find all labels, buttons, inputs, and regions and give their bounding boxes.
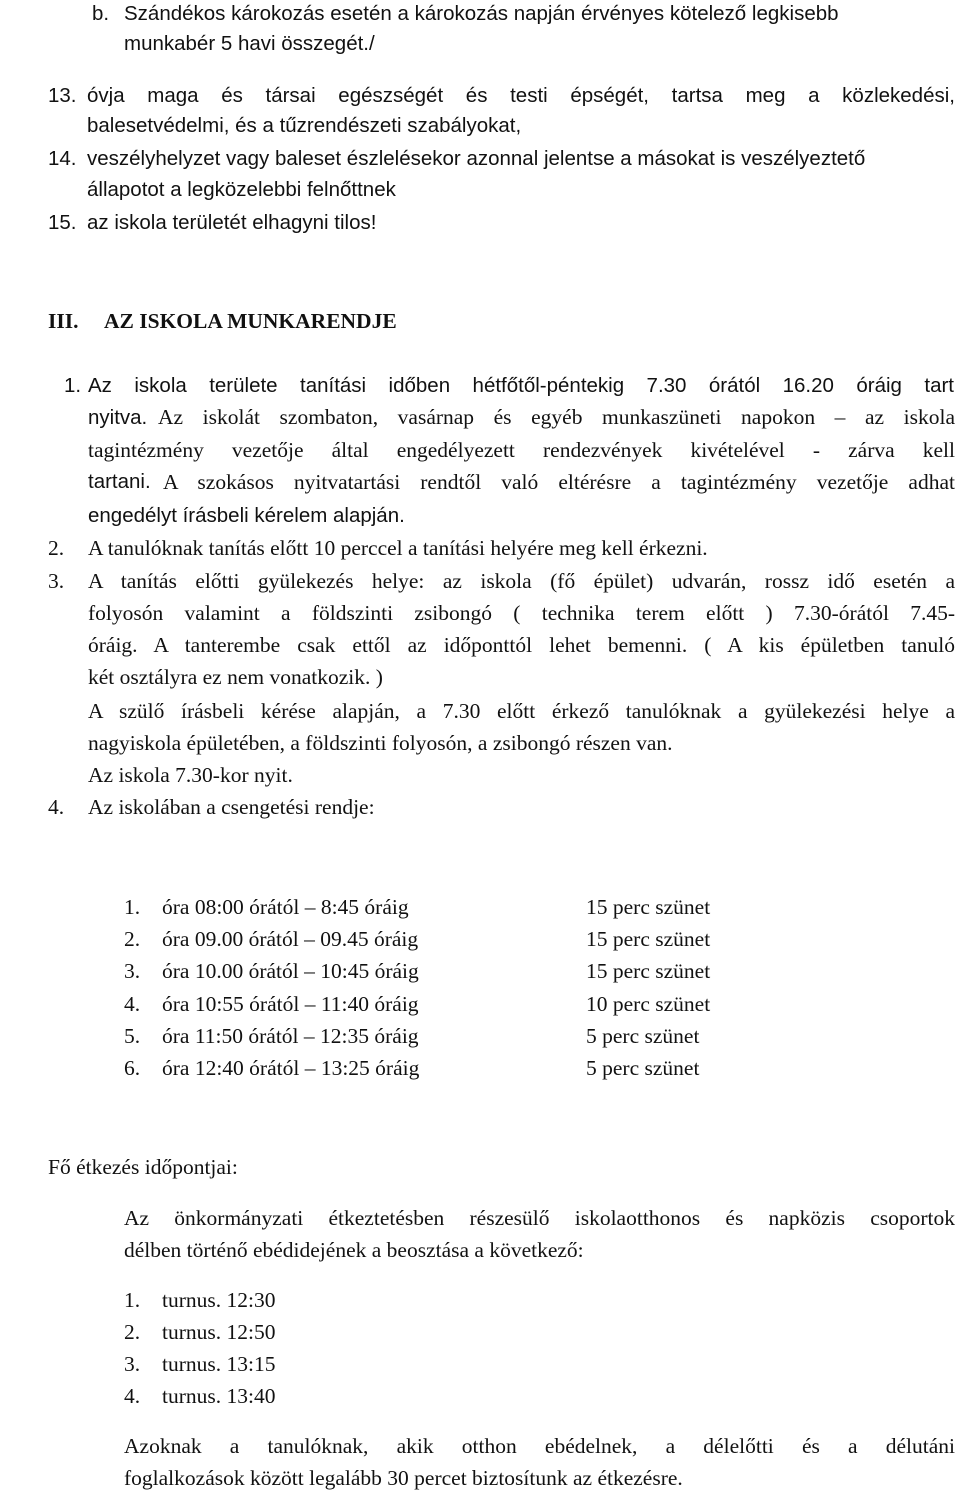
turn-time: turnus. 12:50 <box>162 1320 276 1344</box>
schedule-number: 3. <box>124 959 141 983</box>
schedule-period: óra 10.00 órától – 10:45 óráig <box>162 959 419 983</box>
paragraph-line: nagyiskola épületében, a földszinti folyosón, a zsibongó részen van. <box>88 731 673 755</box>
list-item-text: az iskola területét elhagyni tilos! <box>87 211 377 234</box>
schedule-period: óra 11:50 órától – 12:35 óráig <box>162 1024 419 1048</box>
turn-time: turnus. 13:15 <box>162 1352 276 1376</box>
section-number: III. <box>48 309 79 333</box>
list-item-text: veszélyhelyzet vagy baleset észlelésekor azonnal jelentse a másokat is veszélyeztető <box>87 147 866 170</box>
schedule-number: 5. <box>124 1024 141 1048</box>
meals-intro-line: délben történő ebédidejének a beosztása a következő: <box>124 1238 584 1262</box>
schedule-number: 1. <box>124 895 141 919</box>
paragraph-line: óráig. A tanterembe csak ettől az időponttól lehet bemenni. ( A kis épületben tanuló <box>88 633 955 657</box>
schedule-break: 15 perc szünet <box>586 959 711 983</box>
paragraph-line: A tanítás előtti gyülekezés helye: az iskola (fő épület) udvarán, rossz idő esetén a <box>88 569 955 593</box>
paragraph-line: A szokásos nyitvatartási rendtől való eltérésre a tagintézmény vezetője adhat <box>163 470 955 494</box>
meals-intro-line: Az önkormányzati étkeztetésben részesülő iskolaotthonos és napközis csoportok <box>124 1206 955 1230</box>
schedule-break: 10 perc szünet <box>586 992 711 1016</box>
paragraph-number: 2. <box>48 536 65 560</box>
turn-number: 2. <box>124 1320 141 1344</box>
meals-heading: Fő étkezés időpontjai: <box>48 1155 238 1179</box>
schedule-number: 6. <box>124 1056 141 1080</box>
turn-number: 3. <box>124 1352 141 1376</box>
turn-time: turnus. 13:40 <box>162 1384 276 1408</box>
schedule-period: óra 10:55 órától – 11:40 óráig <box>162 992 419 1016</box>
list-item-text: munkabér 5 havi összegét./ <box>124 32 375 55</box>
paragraph-line: Az iskolában a csengetési rendje: <box>88 795 375 819</box>
list-number: 13. <box>48 84 77 107</box>
paragraph-line-start: tartani. <box>88 470 151 493</box>
list-number: 15. <box>48 211 77 234</box>
schedule-break: 5 perc szünet <box>586 1024 700 1048</box>
turn-time: turnus. 12:30 <box>162 1288 276 1312</box>
paragraph-line: Az iskola területe tanítási időben hétfőtől-péntekig 7.30 órától 16.20 óráig tart <box>88 374 954 397</box>
schedule-break: 15 perc szünet <box>586 927 711 951</box>
turn-number: 4. <box>124 1384 141 1408</box>
paragraph-line: A szülő írásbeli kérése alapján, a 7.30 előtt érkező tanulóknak a gyülekezési helye a <box>88 699 955 723</box>
schedule-number: 4. <box>124 992 141 1016</box>
paragraph-number: 1. <box>64 374 82 397</box>
paragraph-number: 4. <box>48 795 65 819</box>
list-item-text: állapotot a legközelebbi felnőttnek <box>87 178 396 201</box>
paragraph-line-start: nyitva. <box>88 406 148 429</box>
paragraph-line: Az iskola 7.30-kor nyit. <box>88 763 293 787</box>
paragraph-number: 3. <box>48 569 65 593</box>
schedule-number: 2. <box>124 927 141 951</box>
meals-closing-line: foglalkozások között legalább 30 percet biztosítunk az étkezésre. <box>124 1466 683 1490</box>
turn-number: 1. <box>124 1288 141 1312</box>
list-number: 14. <box>48 147 77 170</box>
schedule-break: 15 perc szünet <box>586 895 711 919</box>
paragraph-line: tagintézmény vezetője által engedélyezett rendezvények kivételével - zárva kell <box>88 438 955 462</box>
list-item-text: balesetvédelmi, és a tűzrendészeti szabályokat, <box>87 114 522 137</box>
schedule-period: óra 09.00 órától – 09.45 óráig <box>162 927 419 951</box>
paragraph-line: A tanulóknak tanítás előtt 10 perccel a tanítási helyére meg kell érkezni. <box>88 536 708 560</box>
list-marker: b. <box>92 2 110 25</box>
paragraph-line: két osztályra ez nem vonatkozik. ) <box>88 665 383 689</box>
paragraph-line: Az iskolát szombaton, vasárnap és egyéb munkaszüneti napokon – az iskola <box>158 405 955 429</box>
section-title: AZ ISKOLA MUNKARENDJE <box>104 309 397 333</box>
meals-closing-line: Azoknak a tanulóknak, akik otthon ebédelnek, a délelőtti és a délutáni <box>124 1434 955 1458</box>
list-item-text: óvja maga és társai egészségét és testi épségét, tartsa meg a közlekedési, <box>87 84 955 107</box>
list-item-text: Szándékos károkozás esetén a károkozás napján érvényes kötelező legkisebb <box>124 2 839 25</box>
schedule-period: óra 08:00 órától – 8:45 óráig <box>162 895 409 919</box>
paragraph-line: engedélyt írásbeli kérelem alapján. <box>88 504 405 527</box>
schedule-period: óra 12:40 órától – 13:25 óráig <box>162 1056 420 1080</box>
paragraph-line: folyosón valamint a földszinti zsibongó ( technika terem előtt ) 7.30-órától 7.45- <box>88 601 955 625</box>
schedule-break: 5 perc szünet <box>586 1056 700 1080</box>
